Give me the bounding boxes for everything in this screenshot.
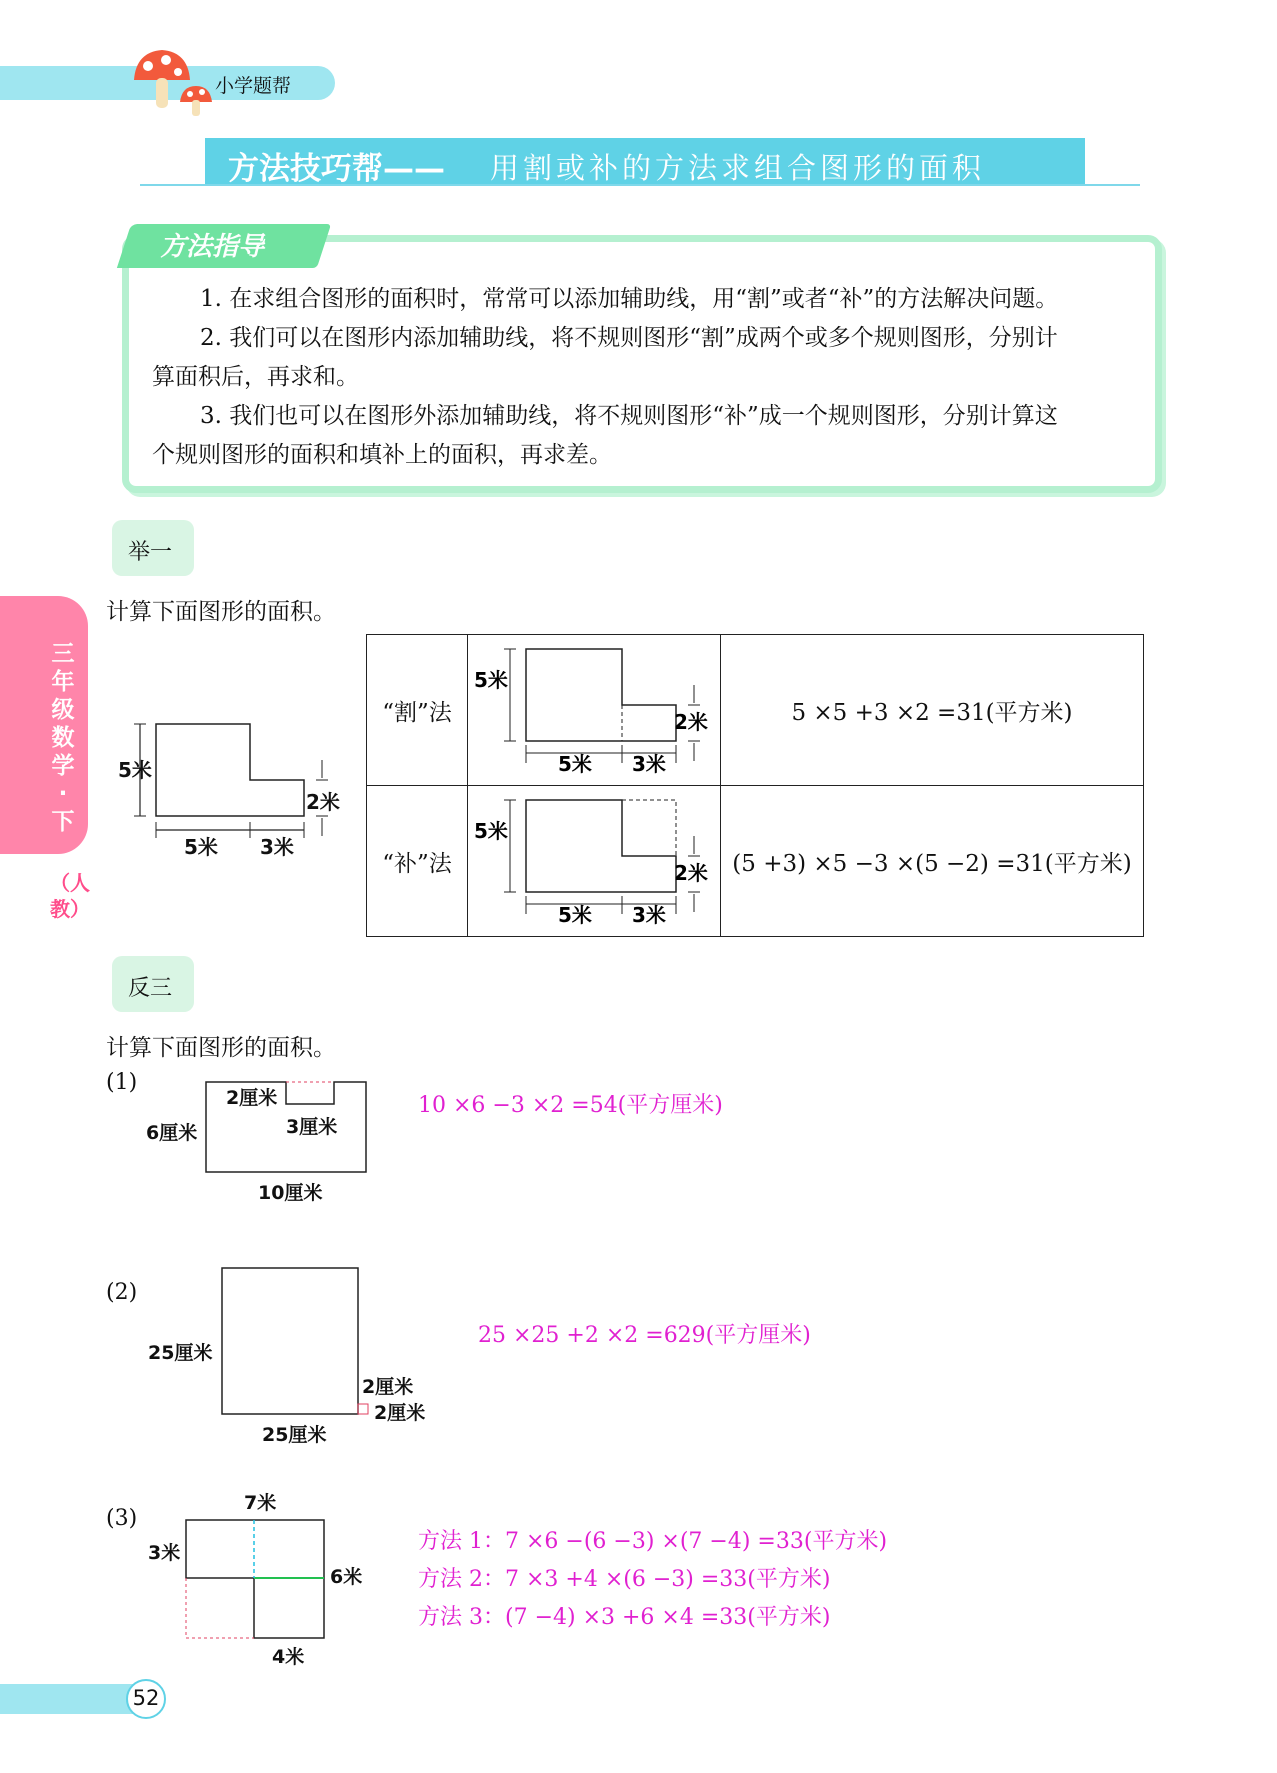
q2-label-small-side-2: 2厘米 <box>374 1402 426 1424</box>
fill-label-step: 2米 <box>674 861 708 885</box>
example-label-width-right: 3米 <box>260 835 294 859</box>
q2-answer: 25 ×25 +2 ×2 =629(平方厘米) <box>478 1323 811 1348</box>
q3-answer-2: 方法 2：7 ×3 +4 ×(6 −3) =33(平方米) <box>418 1567 831 1592</box>
guide-paragraph-3-cont: 个规则图形的面积和填补上的面积，再求差。 <box>152 442 612 468</box>
q2-label-small-side-1: 2厘米 <box>362 1376 414 1398</box>
q1-label-height: 6厘米 <box>146 1122 198 1144</box>
method-cut-label: “割”法 <box>367 635 468 786</box>
q3-label-top: 7米 <box>244 1492 277 1514</box>
cut-label-w3: 3米 <box>632 752 666 776</box>
page-title-sub: 用割或补的方法求组合图形的面积 <box>490 151 986 185</box>
guide-paragraph-1: 1. 在求组合图形的面积时，常常可以添加辅助线，用“割”或者“补”的方法解决问题。 <box>200 286 1059 312</box>
method-fill-figure-cell <box>468 786 721 937</box>
q3-number: (3) <box>106 1506 138 1531</box>
example-label-width-left: 5米 <box>184 835 218 859</box>
q2-figure <box>214 1262 374 1422</box>
q2-label-width: 25厘米 <box>262 1424 327 1446</box>
method-cut-figure <box>474 637 714 777</box>
cut-label-step: 2米 <box>674 710 708 734</box>
example-table <box>366 634 1144 937</box>
q3-figure <box>180 1514 330 1644</box>
side-edition-label: （人教） <box>50 871 90 921</box>
example-label-height: 5米 <box>118 758 152 782</box>
guide-paragraph-2: 2. 我们可以在图形内添加辅助线，将不规则图形“割”成两个或多个规则图形，分别计 <box>200 325 1058 351</box>
q2-number: (2) <box>106 1280 138 1305</box>
q1-answer: 10 ×6 −3 ×2 =54(平方厘米) <box>418 1093 723 1118</box>
practice-prompt: 计算下面图形的面积。 <box>106 1035 336 1061</box>
side-grade-label: 三年级数学·下 <box>51 641 75 835</box>
method-fill-label: “补”法 <box>367 786 468 937</box>
q3-label-bottom: 4米 <box>272 1646 305 1668</box>
guide-paragraph-2-cont: 算面积后，再求和。 <box>152 364 359 390</box>
method-cut-figure-cell <box>468 635 721 786</box>
practice-tag-label: 反三 <box>128 976 173 1001</box>
method-fill-figure <box>474 788 714 928</box>
method-cut-formula: 5 ×5 +3 ×2 =31(平方米) <box>721 635 1144 786</box>
cut-label-w5: 5米 <box>558 752 592 776</box>
page-number: 52 <box>132 1686 160 1710</box>
q1-label-notch-width: 2厘米 <box>226 1087 278 1109</box>
method-fill-formula: (5 +3) ×5 −3 ×(5 −2) =31(平方米) <box>721 786 1144 937</box>
q1-label-notch-height: 3厘米 <box>286 1116 338 1138</box>
page-title-main: 方法技巧帮—— <box>228 151 445 187</box>
example-label-step: 2米 <box>306 790 340 814</box>
fill-label-height: 5米 <box>474 819 508 843</box>
fill-label-w3: 3米 <box>632 903 666 927</box>
example-prompt: 计算下面图形的面积。 <box>106 599 336 625</box>
q1-label-width: 10厘米 <box>258 1182 323 1204</box>
q3-answer-1: 方法 1：7 ×6 −(6 −3) ×(7 −4) =33(平方米) <box>418 1529 888 1554</box>
mushroom-icon <box>128 46 218 118</box>
fill-label-w5: 5米 <box>558 903 592 927</box>
q3-label-left: 3米 <box>148 1542 181 1564</box>
example-tag-label: 举一 <box>128 540 173 565</box>
brand-label: 小学题帮 <box>215 75 292 97</box>
guide-paragraph-3: 3. 我们也可以在图形外添加辅助线，将不规则图形“补”成一个规则图形，分别计算这 <box>200 403 1058 429</box>
q1-number: (1) <box>106 1070 138 1095</box>
q3-label-right: 6米 <box>330 1566 363 1588</box>
q2-label-height: 25厘米 <box>148 1342 213 1364</box>
q3-answer-3: 方法 3：(7 −4) ×3 +6 ×4 =33(平方米) <box>418 1605 831 1630</box>
guide-title: 方法指导 <box>160 232 265 262</box>
cut-label-height: 5米 <box>474 668 508 692</box>
